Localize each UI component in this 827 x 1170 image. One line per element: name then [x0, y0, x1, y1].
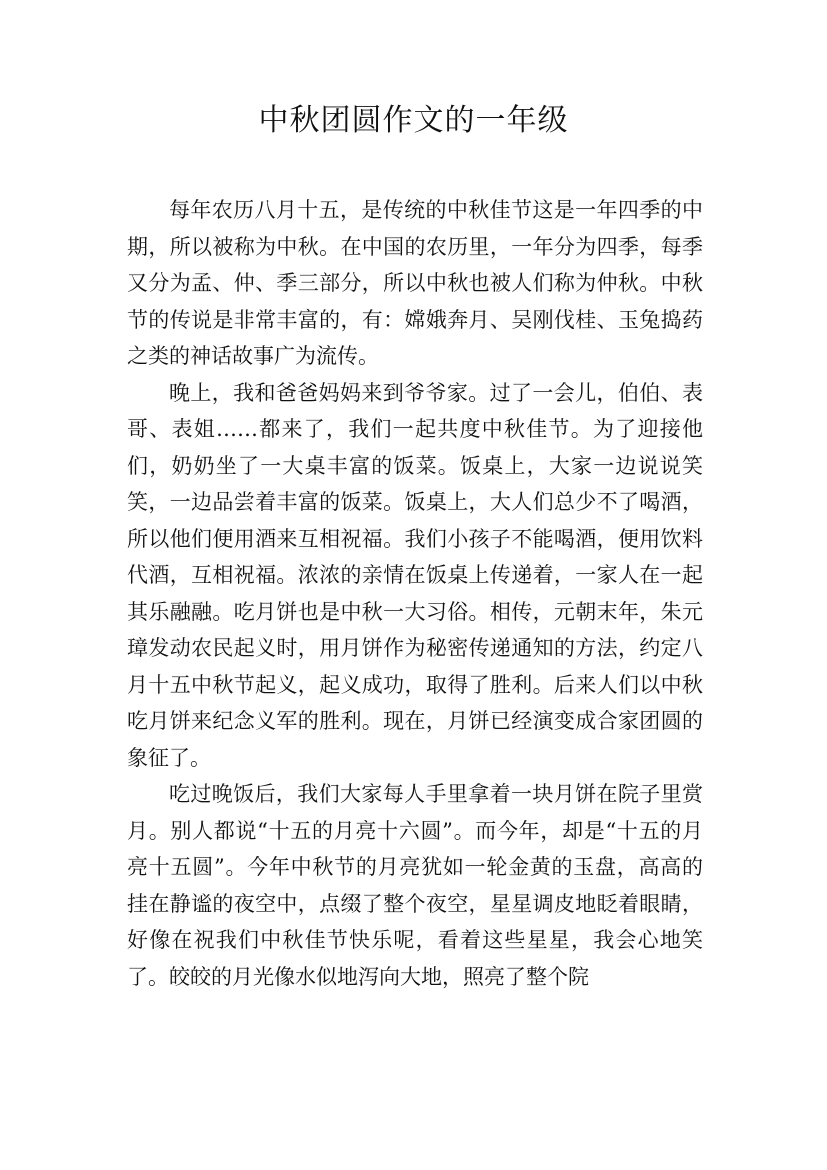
document-title: 中秋团圆作文的一年级 [258, 103, 569, 138]
document-body [127, 192, 703, 995]
paragraph-3: 吃过晚饭后，我们大家每人手里拿着一块月饼在院子里赏月。别人都说“十五的月亮十六圆”。而今年，却是“十五的月亮十五圆”。今年中秋节的月亮犹如一轮金黄的玉盘，高高的挂在静谧的夜空中，点缀了整个夜空，星星调皮地眨着眼睛，好像在祝我们中秋佳节快乐呢，看着这些星星，我会心地笑了。皎皎的月光像水似地泻向大地，照亮了整个院 [127, 782, 703, 989]
paragraph-2: 晚上，我和爸爸妈妈来到爷爷家。过了一会儿，伯伯、表哥、表姐……都来了，我们一起共度中秋佳节。为了迎接他们，奶奶坐了一大桌丰富的饭菜。饭桌上，大家一边说说笑笑，一边品尝着丰富的饭菜。饭桌上，大人们总少不了喝酒，所以他们便用酒来互相祝福。我们小孩子不能喝酒，便用饮料代酒，互相祝福。浓浓的亲情在饭桌上传递着，一家人在一起其乐融融。吃月饼也是中秋一大习俗。相传，元朝末年，朱元璋发动农民起义时，用月饼作为秘密传递通知的方法，约定八月十五中秋节起义，起义成功，取得了胜利。后来人们以中秋吃月饼来纪念义军的胜利。现在，月饼已经演变成合家团圆的象征了。 [127, 380, 703, 770]
paragraph-1: 每年农历八月十五，是传统的中秋佳节这是一年四季的中期，所以被称为中秋。在中国的农历里，一年分为四季，每季又分为孟、仲、季三部分，所以中秋也被人们称为仲秋。中秋节的传说是非常丰富的，有：嫦娥奔月、吴刚伐桂、玉兔捣药之类的神话故事广为流传。 [127, 198, 703, 368]
